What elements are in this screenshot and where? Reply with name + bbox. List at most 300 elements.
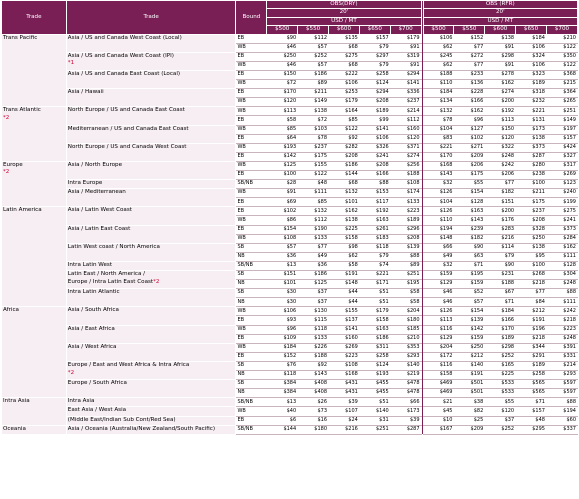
dry-price-cell: $74 [359, 261, 390, 270]
rfr-price-cell: $168 [423, 161, 454, 170]
rfr-price-cell: $90 [485, 261, 516, 270]
rfr-price-cell: $189 [516, 80, 547, 89]
dry-price-cell: $431 [329, 380, 360, 389]
rfr-price-cell: $391 [546, 343, 577, 352]
dry-price-cell: $51 [359, 398, 390, 407]
dry-price-cell: $91 [390, 43, 421, 52]
rfr-price-cell: $231 [485, 271, 516, 280]
rfr-price-cell: $38 [454, 398, 485, 407]
rfr-price-cell: $129 [423, 334, 454, 343]
subtrade-name: Latin West coast / North America [67, 243, 160, 250]
dry-price-cell: $90 [267, 34, 298, 43]
trade-group-cell [2, 398, 67, 425]
dry-price-cell: $210 [390, 334, 421, 343]
subtrade-cell [66, 325, 236, 343]
rfr-price-cell: $123 [546, 180, 577, 189]
dry-price-cell: $185 [390, 325, 421, 334]
dry-price-cell: $353 [390, 343, 421, 352]
rfr-price-cell: $142 [454, 325, 485, 334]
dry-price-cell: $157 [359, 34, 390, 43]
rfr-price-cell: $90 [454, 243, 485, 252]
rfr-price-cell: $148 [423, 234, 454, 243]
dry-price-cell: $125 [298, 280, 329, 289]
rfr-price-cell: $157 [516, 407, 547, 416]
dry-price-cell: $190 [298, 225, 329, 234]
dry-price-cell: $179 [329, 98, 360, 107]
price-column-header: $550 [454, 26, 485, 34]
dry-price-cell: $311 [359, 343, 390, 352]
trade-name: Trans Pacific [3, 34, 38, 41]
rfr-price-cell: $88 [546, 398, 577, 407]
rfr-price-cell: $126 [423, 307, 454, 316]
dry-price-cell: $115 [298, 316, 329, 325]
subtrade-name: Asia / US and Canada West Coast (IPI) [67, 52, 174, 59]
rfr-price-cell: $228 [454, 89, 485, 98]
subtrade-name: Asia / Mediterranean [67, 189, 126, 196]
dry-price-cell: $133 [298, 334, 329, 343]
bound-cell: NB [236, 371, 267, 380]
bound-cell: SB [236, 289, 267, 298]
dry-price-cell: $85 [298, 198, 329, 207]
dry-price-cell: $384 [267, 380, 298, 389]
rfr-price-cell: $152 [454, 34, 485, 43]
bound-cell: NB [236, 298, 267, 307]
dry-price-cell: $26 [298, 398, 329, 407]
price-column-header: $500 [267, 26, 298, 34]
rfr-price-cell: $251 [546, 107, 577, 116]
table-row [2, 407, 578, 416]
rfr-price-cell: $162 [546, 243, 577, 252]
rfr-price-cell: $242 [485, 161, 516, 170]
bound-cell: EB [236, 316, 267, 325]
table-row [2, 261, 578, 270]
price-column-header: $600 [329, 26, 360, 34]
rfr-price-cell: $77 [485, 180, 516, 189]
dry-price-cell: $48 [298, 180, 329, 189]
dry-price-cell: $93 [267, 316, 298, 325]
rfr-price-cell: $237 [516, 207, 547, 216]
dry-price-cell: $455 [359, 389, 390, 398]
dry-price-cell: $326 [359, 143, 390, 152]
dry-price-cell: $57 [267, 243, 298, 252]
dry-price-cell: $221 [359, 271, 390, 280]
rfr-price-cell: $250 [454, 343, 485, 352]
dry-price-cell: $109 [267, 334, 298, 343]
table-row [2, 325, 578, 334]
dry-price-cell: $153 [359, 189, 390, 198]
rfr-price-cell: $122 [546, 61, 577, 70]
rfr-price-cell: $218 [546, 316, 577, 325]
dry-price-cell: $132 [298, 207, 329, 216]
subtrade-name: Intra Asia [67, 398, 95, 405]
dry-price-cell: $179 [359, 307, 390, 316]
dry-price-cell: $186 [298, 271, 329, 280]
rfr-price-cell: $166 [485, 316, 516, 325]
rfr-price-cell: $269 [546, 170, 577, 179]
rfr-price-cell: $136 [454, 80, 485, 89]
rfr-price-cell: $214 [546, 361, 577, 370]
dry-price-cell: $144 [329, 170, 360, 179]
dry-price-cell: $68 [329, 43, 360, 52]
trade-group-cell [2, 425, 67, 434]
footnote-marker: *2 [153, 278, 160, 285]
rfr-price-cell: $77 [516, 289, 547, 298]
subtrade-cell [66, 271, 236, 289]
rfr-price-cell: $138 [516, 243, 547, 252]
dry-price-cell: $112 [390, 116, 421, 125]
bound-cell: WB [236, 80, 267, 89]
rfr-price-cell: $210 [546, 34, 577, 43]
rfr-price-cell: $77 [454, 43, 485, 52]
dry-price-cell: $72 [267, 80, 298, 89]
rfr-price-cell: $173 [516, 125, 547, 134]
dry-price-cell: $478 [390, 389, 421, 398]
rfr-price-cell: $122 [546, 43, 577, 52]
dry-price-cell: $140 [359, 407, 390, 416]
rfr-price-cell: $113 [423, 316, 454, 325]
bound-cell: WB [236, 234, 267, 243]
dry-price-cell: $39 [390, 416, 421, 425]
dry-price-cell: $258 [359, 70, 390, 79]
trade-group-cell [2, 34, 67, 107]
dry-price-cell: $258 [359, 352, 390, 361]
subtrade-name: Asia / North Europe [67, 161, 123, 168]
bound-cell: EB [236, 170, 267, 179]
bound-cell: WB [236, 189, 267, 198]
rfr-price-cell: $209 [454, 152, 485, 161]
rfr-price-cell: $150 [485, 125, 516, 134]
dry-price-cell: $118 [267, 371, 298, 380]
dry-price-cell: $111 [298, 189, 329, 198]
dry-price-cell: $141 [329, 325, 360, 334]
trade-group-cell [2, 207, 67, 307]
rfr-price-cell: $242 [546, 307, 577, 316]
bound-cell: WB [236, 43, 267, 52]
subtrade-cell [66, 161, 236, 179]
rfr-price-cell: $151 [485, 198, 516, 207]
rfr-price-cell: $128 [546, 261, 577, 270]
dry-price-cell: $6 [267, 416, 298, 425]
subtrade-cell [66, 52, 236, 70]
rfr-price-cell: $291 [516, 352, 547, 361]
bound-cell: EB [236, 416, 267, 425]
dry-price-cell: $117 [359, 198, 390, 207]
dry-price-cell: $68 [329, 180, 360, 189]
rfr-price-cell: $272 [454, 52, 485, 61]
rfr-price-cell: $265 [546, 98, 577, 107]
rfr-price-cell: $166 [454, 98, 485, 107]
dry-price-cell: $186 [298, 70, 329, 79]
rfr-price-cell: $268 [516, 271, 547, 280]
subtrade-cell [66, 125, 236, 143]
footnote-marker: *2 [67, 369, 75, 376]
dry-price-cell: $125 [267, 161, 298, 170]
rfr-price-cell: $63 [454, 252, 485, 261]
bound-cell: SB [236, 361, 267, 370]
dry-price-cell: $287 [390, 425, 421, 434]
dry-price-cell: $44 [329, 289, 360, 298]
subtrade-name: Asia / West Africa [67, 343, 117, 350]
price-column-header: $550 [298, 26, 329, 34]
bound-cell: WB [236, 343, 267, 352]
dry-price-cell: $214 [390, 107, 421, 116]
rfr-price-cell: $221 [423, 143, 454, 152]
dry-price-cell: $101 [267, 280, 298, 289]
bound-cell: EB [236, 34, 267, 43]
table-row [2, 52, 578, 61]
table-row [2, 361, 578, 370]
table-row [2, 107, 578, 116]
rfr-price-cell: $154 [454, 189, 485, 198]
dry-price-cell: $455 [359, 380, 390, 389]
dry-price-cell: $170 [267, 89, 298, 98]
rfr-price-cell: $116 [423, 361, 454, 370]
dry-price-cell: $13 [267, 261, 298, 270]
dry-price-cell: $108 [329, 361, 360, 370]
rfr-price-cell: $83 [423, 134, 454, 143]
rfr-price-cell: $565 [516, 380, 547, 389]
table-body [2, 34, 578, 434]
rfr-price-cell: $184 [516, 34, 547, 43]
dry-price-cell: $120 [267, 98, 298, 107]
dry-price-cell: $186 [359, 334, 390, 343]
rfr-price-cell: $184 [485, 307, 516, 316]
dry-price-cell: $24 [329, 416, 360, 425]
rfr-price-cell: $138 [485, 34, 516, 43]
dry-price-cell: $184 [267, 343, 298, 352]
rfr-price-cell: $32 [423, 180, 454, 189]
bound-cell: EB [236, 207, 267, 216]
rfr-price-cell: $191 [516, 316, 547, 325]
rfr-price-cell: $295 [516, 425, 547, 434]
dry-price-cell: $79 [359, 61, 390, 70]
subtrade-name: Europe / East and West Africa & Intra Africa [67, 361, 190, 368]
bound-cell: WB [236, 325, 267, 334]
rfr-price-cell: $138 [516, 134, 547, 143]
rfr-price-cell: $116 [423, 325, 454, 334]
dry-price-cell: $112 [298, 34, 329, 43]
subtrade-cell [66, 289, 236, 307]
dry-price-cell: $188 [390, 170, 421, 179]
bound-cell: EB [236, 70, 267, 79]
dry-price-cell: $89 [390, 261, 421, 270]
dry-price-cell: $92 [329, 134, 360, 143]
dry-price-cell: $144 [267, 425, 298, 434]
subtrade-cell [66, 380, 236, 398]
rfr-price-cell: $32 [423, 261, 454, 270]
subtrade-name: Asia / Hawaii [67, 89, 104, 96]
rfr-price-cell: $106 [423, 34, 454, 43]
rfr-price-cell: $71 [516, 398, 547, 407]
rfr-price-cell: $82 [454, 407, 485, 416]
bound-cell: NB [236, 389, 267, 398]
dry-price-cell: $336 [390, 89, 421, 98]
dry-price-cell: $101 [329, 198, 360, 207]
rfr-price-cell: $215 [546, 80, 577, 89]
rfr-price-cell: $469 [423, 389, 454, 398]
rfr-price-cell: $283 [485, 225, 516, 234]
rfr-price-cell: $111 [546, 298, 577, 307]
rfr-price-cell: $238 [516, 170, 547, 179]
surcharge-table [1, 0, 578, 435]
dry-price-cell: $58 [390, 289, 421, 298]
bound-cell: EB [236, 89, 267, 98]
rfr-price-cell: $199 [546, 198, 577, 207]
rfr-price-cell: $344 [516, 343, 547, 352]
rfr-price-cell: $212 [454, 352, 485, 361]
rfr-price-cell: $71 [454, 261, 485, 270]
table-row [2, 89, 578, 98]
header-rfr-size: 20' [423, 9, 577, 17]
header-bound: Bound [236, 1, 267, 35]
rfr-price-cell: $134 [423, 98, 454, 107]
rfr-price-cell: $91 [485, 61, 516, 70]
dry-price-cell: $58 [390, 298, 421, 307]
dry-price-cell: $89 [298, 80, 329, 89]
dry-price-cell: $222 [329, 70, 360, 79]
dry-price-cell: $122 [329, 125, 360, 134]
trade-name: Intra Asia [3, 398, 30, 405]
footnote-marker: *2 [3, 114, 10, 121]
subtrade-cell [66, 243, 236, 261]
rfr-price-cell: $324 [516, 52, 547, 61]
dry-price-cell: $120 [390, 134, 421, 143]
table-row [2, 307, 578, 316]
rfr-price-cell: $126 [423, 189, 454, 198]
dry-price-cell: $138 [329, 216, 360, 225]
table-row [2, 125, 578, 134]
rfr-price-cell: $172 [423, 352, 454, 361]
dry-price-cell: $118 [298, 325, 329, 334]
dry-price-cell: $79 [359, 252, 390, 261]
rfr-price-cell: $241 [546, 216, 577, 225]
trade-name: Latin America [3, 207, 42, 214]
dry-price-cell: $106 [267, 307, 298, 316]
dry-price-cell: $164 [329, 107, 360, 116]
dry-price-cell: $133 [298, 234, 329, 243]
bound-cell: SB [236, 243, 267, 252]
trade-group-cell [2, 307, 67, 398]
rfr-price-cell: $165 [485, 361, 516, 370]
rfr-price-cell: $131 [516, 116, 547, 125]
rfr-price-cell: $252 [485, 425, 516, 434]
rfr-price-cell: $128 [454, 198, 485, 207]
subtrade-name: Asia / Oceania (Australia/New Zealand/South Pacific) [67, 425, 216, 432]
rfr-price-cell: $175 [516, 198, 547, 207]
rfr-price-cell: $104 [423, 125, 454, 134]
table-row [2, 416, 578, 425]
table-row [2, 34, 578, 43]
rfr-price-cell: $533 [485, 380, 516, 389]
rfr-price-cell: $368 [546, 70, 577, 79]
rfr-price-cell: $127 [454, 125, 485, 134]
trade-name: Oceania [3, 425, 26, 432]
dry-price-cell: $108 [267, 234, 298, 243]
rfr-price-cell: $159 [423, 271, 454, 280]
dry-price-cell: $162 [329, 207, 360, 216]
dry-price-cell: $100 [267, 170, 298, 179]
dry-price-cell: $69 [267, 198, 298, 207]
dry-price-cell: $192 [359, 207, 390, 216]
subtrade-name: Latin East / North America / [67, 271, 146, 277]
dry-price-cell: $250 [267, 52, 298, 61]
dry-price-cell: $72 [298, 116, 329, 125]
rfr-price-cell: $46 [423, 289, 454, 298]
rfr-price-cell: $232 [516, 98, 547, 107]
rfr-price-cell: $197 [546, 125, 577, 134]
rfr-price-cell: $293 [546, 371, 577, 380]
rfr-price-cell: $66 [423, 243, 454, 252]
rfr-price-cell: $317 [546, 161, 577, 170]
table-header [2, 1, 578, 35]
subtrade-cell [66, 34, 236, 52]
subtrade-name: (Middle East/Indian Sub Cont/Red Sea) [67, 416, 176, 423]
dry-price-cell: $86 [267, 216, 298, 225]
rfr-price-cell: $79 [485, 252, 516, 261]
bound-cell: WB [236, 61, 267, 70]
rfr-price-cell: $143 [423, 170, 454, 179]
dry-price-cell: $51 [359, 298, 390, 307]
rfr-price-cell: $170 [423, 152, 454, 161]
rfr-price-cell: $211 [516, 189, 547, 198]
rfr-price-cell: $139 [454, 316, 485, 325]
dry-price-cell: $37 [298, 289, 329, 298]
rfr-price-cell: $298 [485, 343, 516, 352]
rfr-price-cell: $350 [546, 52, 577, 61]
subtrade-name: Europe / South Africa [67, 380, 127, 387]
dry-price-cell: $143 [298, 371, 329, 380]
dry-price-cell: $208 [359, 98, 390, 107]
bound-cell: EB [236, 52, 267, 61]
dry-price-cell: $175 [298, 152, 329, 161]
rfr-price-cell: $182 [454, 234, 485, 243]
dry-price-cell: $36 [267, 252, 298, 261]
rfr-price-cell: $55 [454, 180, 485, 189]
rfr-price-cell: $274 [485, 89, 516, 98]
rfr-price-cell: $175 [454, 170, 485, 179]
dry-price-cell: $163 [359, 325, 390, 334]
rfr-price-cell: $104 [423, 198, 454, 207]
rfr-price-cell: $182 [485, 189, 516, 198]
dry-price-cell: $186 [329, 161, 360, 170]
trade-name: Africa [3, 307, 19, 314]
rfr-price-cell: $78 [423, 116, 454, 125]
bound-cell: WB [236, 407, 267, 416]
rfr-price-cell: $159 [454, 334, 485, 343]
dry-price-cell: $46 [267, 61, 298, 70]
subtrade-name: Asia / US and Canada East Coast (Local) [67, 70, 181, 77]
dry-price-cell: $37 [298, 298, 329, 307]
rfr-price-cell: $113 [485, 116, 516, 125]
rfr-price-cell: $21 [423, 398, 454, 407]
rfr-price-cell: $57 [454, 298, 485, 307]
dry-price-cell: $113 [267, 107, 298, 116]
subtrade-cell [66, 180, 236, 189]
rfr-price-cell: $533 [485, 389, 516, 398]
bound-cell: EB [236, 225, 267, 234]
subtrade-name: Asia / US and Canada West Coast (Local) [67, 34, 182, 41]
dry-price-cell: $91 [390, 61, 421, 70]
dry-price-cell: $269 [329, 343, 360, 352]
dry-price-cell: $208 [329, 152, 360, 161]
subtrade-cell [66, 207, 236, 225]
dry-price-cell: $155 [298, 161, 329, 170]
rfr-price-cell: $184 [423, 89, 454, 98]
dry-price-cell: $98 [329, 243, 360, 252]
rfr-price-cell: $37 [485, 416, 516, 425]
rfr-price-cell: $204 [423, 343, 454, 352]
dry-price-cell: $253 [329, 89, 360, 98]
